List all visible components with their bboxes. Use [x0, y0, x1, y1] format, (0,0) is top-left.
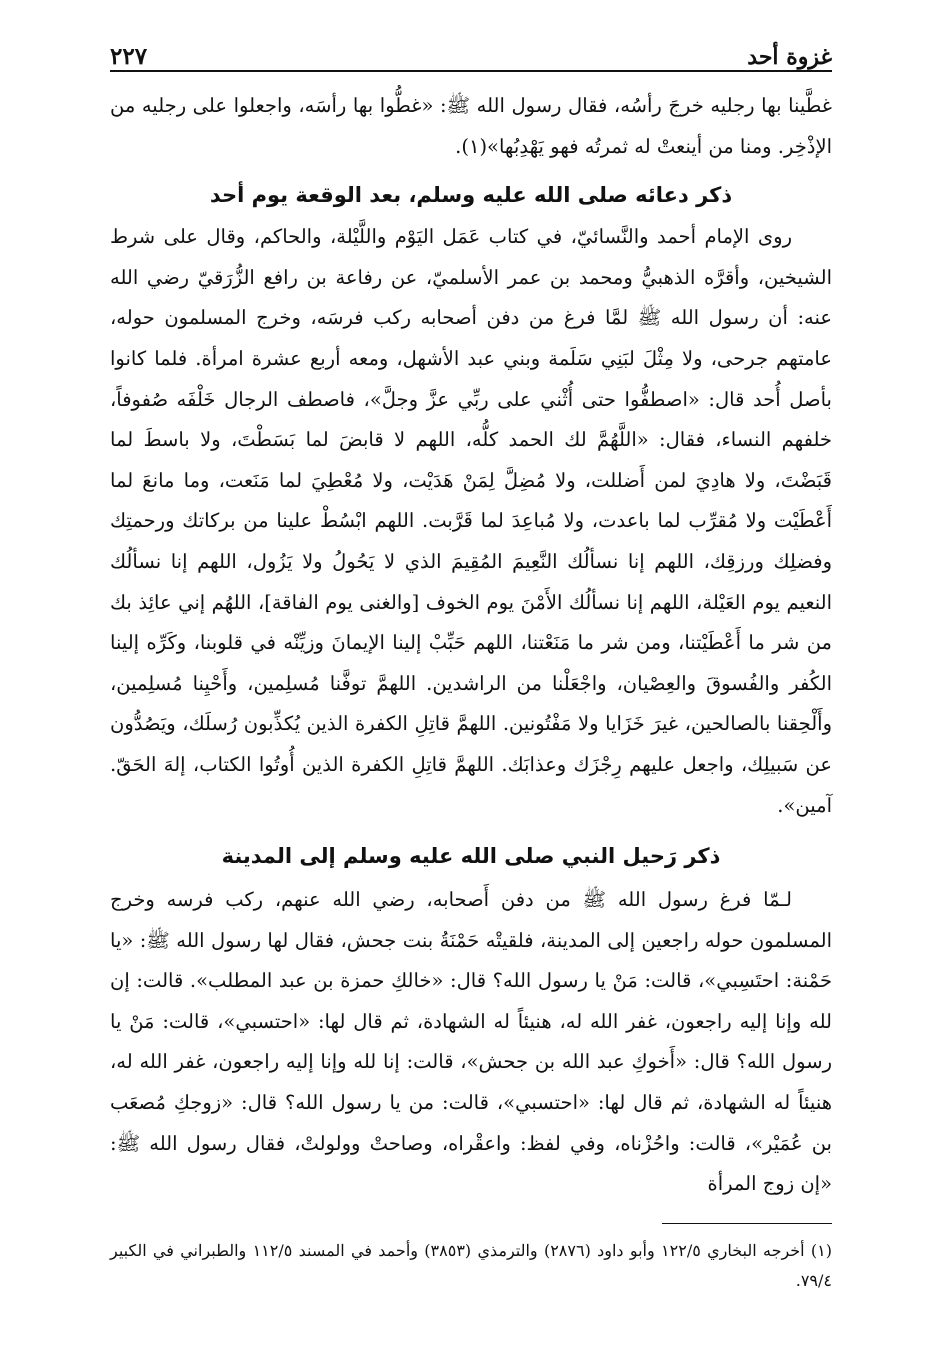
book-page: [110, 28, 832, 1312]
section-heading-return: ذكر رَحيل النبي صلى الله عليه وسلم إلى المدينة: [221, 844, 721, 869]
chapter-title: غزوة أحد: [747, 44, 832, 70]
footnote: (١) أخرجه البخاري ١٢٢/٥ وأبو داود (٢٨٧٦) والترمذي (٣٨٥٣) وأحمد في المسند ١١٢/٥ والطبراني في الكبير ٧٩/٤.: [110, 1240, 833, 1290]
section-heading-prayer: ذكر دعائه صلى الله عليه وسلم، بعد الوقعة يوم أحد: [209, 183, 733, 208]
opening-paragraph: غطَّينا بها رجليه خرجَ رأسُه، فقال رسول الله ﷺ: «غطُّوا بها رأسَه، واجعلوا على رجليه من الإذْخِر. ومنا من أينعتْ له ثمرتُه فهو يَهْدِبُها»(١).: [110, 94, 832, 158]
page-number: ٢٢٧: [110, 43, 148, 70]
section-body-prayer: روى الإمام أحمد والنَّسائيّ، في كتاب عَمَل اليَوْم واللَّيْلة، والحاكم، وقال على شرط الشيخين، وأقرَّه الذهبيُّ ومحمد بن عمر الأسلميّ، عن رفاعة بن رافع الزُّرَقيّ رضي الله عنه: أن رسول الله ﷺ لمَّا فرغ من دفن أصحابه ركب فرسَه، وخرج المسلمون حوله، عامتهم جرحى، ولا مِثْلَ لبَنِي سَلَمة وبني عبد الأشهل، ومعه أربع عشرة امرأة. فلما كانوا بأصل أُحد قال: «اصطفُّوا حتى أُثْني على ربِّي عزَّ وجلَّ»، فاصطف الرجال خَلْفَه صُفوفاً، خلفهم النساء، فقال: «اللَّهُمَّ لك الحمد كلُّه، اللهم لا قابضَ لما بَسَطْتَ، ولا باسطَ لما قَبَضْتَ، ولا هادِيَ لمن أَضللت، ولا مُضِلَّ لِمَنْ هَدَيْت، ولا مُعْطِيَ لما مَنَعت، وما مانعَ لما أَعْطَيْت ولا مُقرِّب لما باعدت، ولا مُباعِدَ لما قَرَّبت. اللهم ابْسُطْ علينا من بركاتك ورحمتِك وفضلِك ورزقِك، اللهم إنا نسألُك النَّعِيمَ المُقِيمَ الذي لا يَحُولُ ولا يَزُول، اللهم إنا نسألُك النعيم يوم العَيْلة، اللهم إنا نسألُك الأَمْنَ يوم الخوف [والغنى يوم الفاقة]، اللهُم إني عائِذ بك من شر ما أَعْطَيْتنا، ومن شر ما مَنَعْتنا، اللهم حَبِّبْ إلينا الإيمانَ وزيِّنْه في قلوبنا، وكَرِّه إلينا الكُفر والفُسوقَ والعِصْيان، واجْعَلْنا من الراشدين. اللهمَّ توفَّنا مُسلِمين، وأَحْيِنا مُسلِمين، وأَلْحِقنا بالصالحين، غيرَ خَزَايا ولا مَفْتُونين. اللهمَّ قاتِلِ الكفرة الذين يُكذِّبون رُسلَك، ويَصُدُّون عن سَبيلِك، واجعل عليهم رِجْزَك وعذابَك. اللهمَّ قاتِلِ الكفرة الذين أُوتُوا الكتاب، إلهَ الحَقّ. آمين».: [110, 225, 832, 817]
footnote-divider: [662, 1223, 832, 1224]
running-header: [110, 28, 832, 72]
section-body-return: لـمّا فرغ رسول الله ﷺ من دفن أَصحابه، رضي الله عنهم، ركب فرسه وخرج المسلمون حوله راجعين إلى المدينة، فلقيتْه حَمْنَةُ بنت جحش، فقال لها رسول الله ﷺ: «يا حَمْنة: احتَسِبي»، قالت: مَنْ يا رسول الله؟ قال: «خالكِ حمزة بن عبد المطلب». قالت: إن لله وإنا إليه راجعون، غفر الله له، هنيئاً له الشهادة، ثم قال لها: «احتسبي»، قالت: مَنْ يا رسول الله؟ قال: «أَخوكِ عبد الله بن جحش»، قالت: إنا لله وإنا إليه راجعون، غفر الله له، هنيئاً له الشهادة، ثم قال لها: «احتسبي»، قالت: من يا رسول الله؟ قال: «زوجكِ مُصعَب بن عُمَيْر»، قالت: واحُزْناه، وفي لفظ: واعقْراه، وصاحتْ وولولتْ، فقال رسول الله ﷺ: «إن زوج المرأة: [110, 888, 832, 1196]
